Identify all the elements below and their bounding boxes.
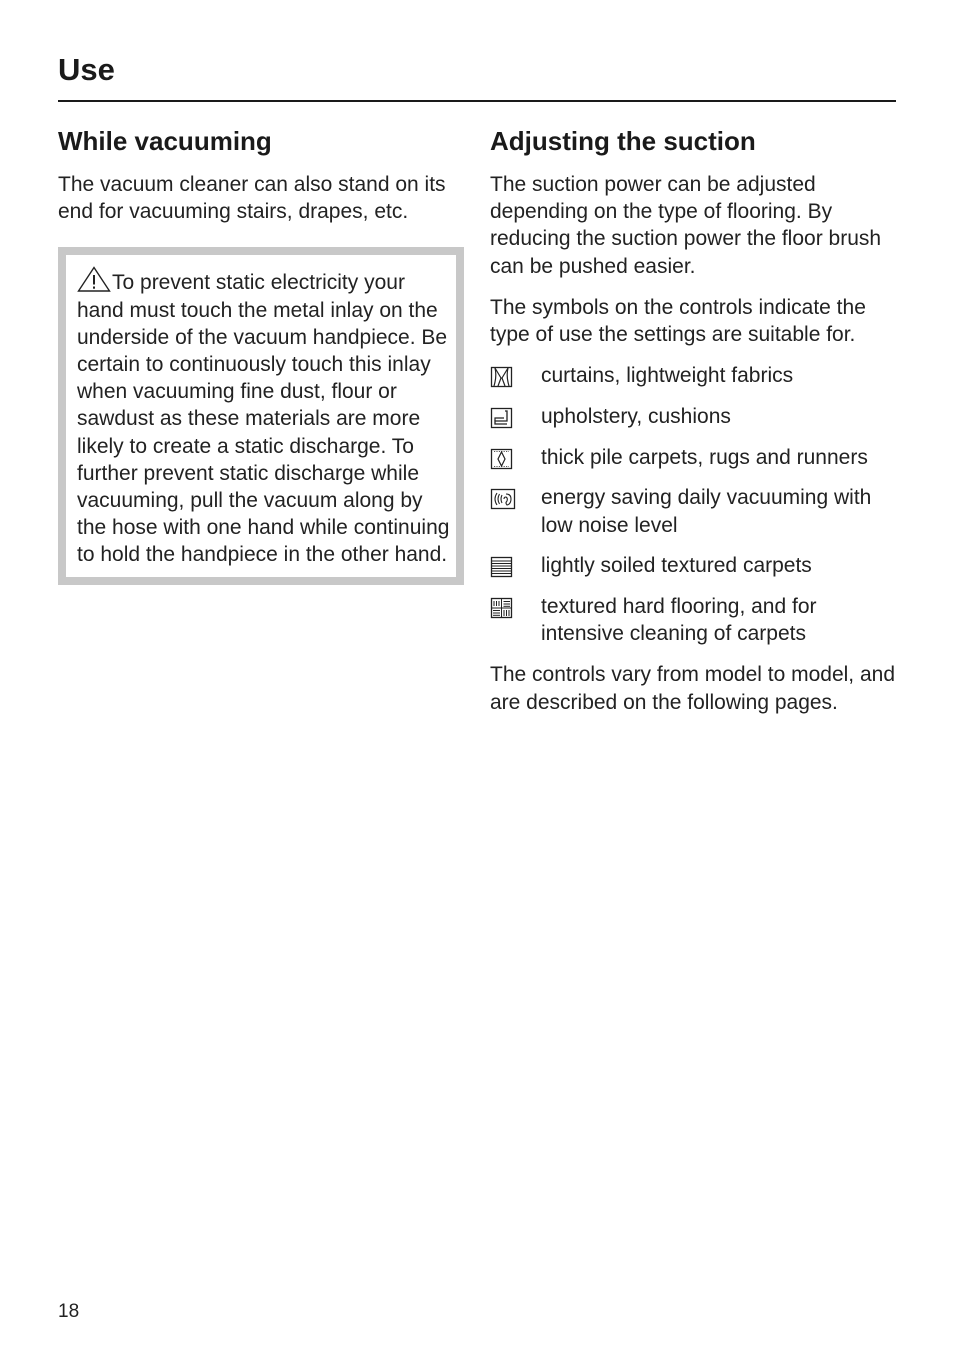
symbol-label: textured hard flooring, and for intensive cleaning of carpets (541, 594, 817, 646)
warning-box (58, 247, 464, 584)
symbol-label: energy saving daily vacuuming with low noise level (541, 486, 872, 537)
curtain-icon (490, 366, 516, 388)
symbol-label: thick pile carpets, rugs and runners (541, 445, 868, 469)
left-column (58, 124, 464, 585)
list-item (490, 362, 900, 389)
hard-floor-icon (490, 597, 516, 619)
list-item (490, 552, 900, 579)
right-column (490, 124, 900, 730)
symbol-label: curtains, lightweight fabrics (541, 364, 794, 388)
symbol-label: lightly soiled textured carpets (541, 554, 812, 578)
rug-icon (490, 448, 516, 470)
armchair-icon (490, 407, 516, 429)
suction-paragraph: The suction power can be adjusted depending on the type of flooring. By reducing the suction power the floor brush can be pushed easier. (490, 173, 882, 278)
symbol-list (490, 362, 900, 647)
warning-paragraph (77, 266, 450, 568)
section-heading-adjusting-suction: Adjusting the suction (490, 126, 756, 156)
list-item (490, 444, 900, 471)
silence-icon (490, 488, 516, 510)
warning-text: To prevent static electricity your hand must touch the metal inlay on the underside of the vacuum handpiece. Be certain to continuously touch this inlay when vacuuming fine dust, flour or sawdust as these materials are more likely to create a static discharge. To further prevent static discharge while vacuuming, pull the vacuum along by the hose with one hand while continuing to hold the handpiece in the other hand. (77, 271, 450, 567)
warning-triangle-icon (77, 266, 111, 292)
symbol-label: upholstery, cushions (541, 404, 731, 428)
textured-carpet-icon (490, 556, 516, 578)
closing-paragraph: The controls vary from model to model, and are described on the following pages. (490, 663, 896, 714)
page-title: Use (58, 52, 115, 87)
symbols-paragraph: The symbols on the controls indicate the type of use the settings are suitable for. (490, 295, 866, 347)
title-rule (58, 100, 896, 102)
list-item (490, 484, 900, 538)
list-item (490, 593, 900, 647)
page-number: 18 (58, 1301, 80, 1322)
list-item (490, 403, 900, 430)
intro-paragraph: The vacuum cleaner can also stand on its end for vacuuming stairs, drapes, etc. (58, 173, 446, 224)
section-heading-while-vacuuming: While vacuuming (58, 126, 272, 156)
